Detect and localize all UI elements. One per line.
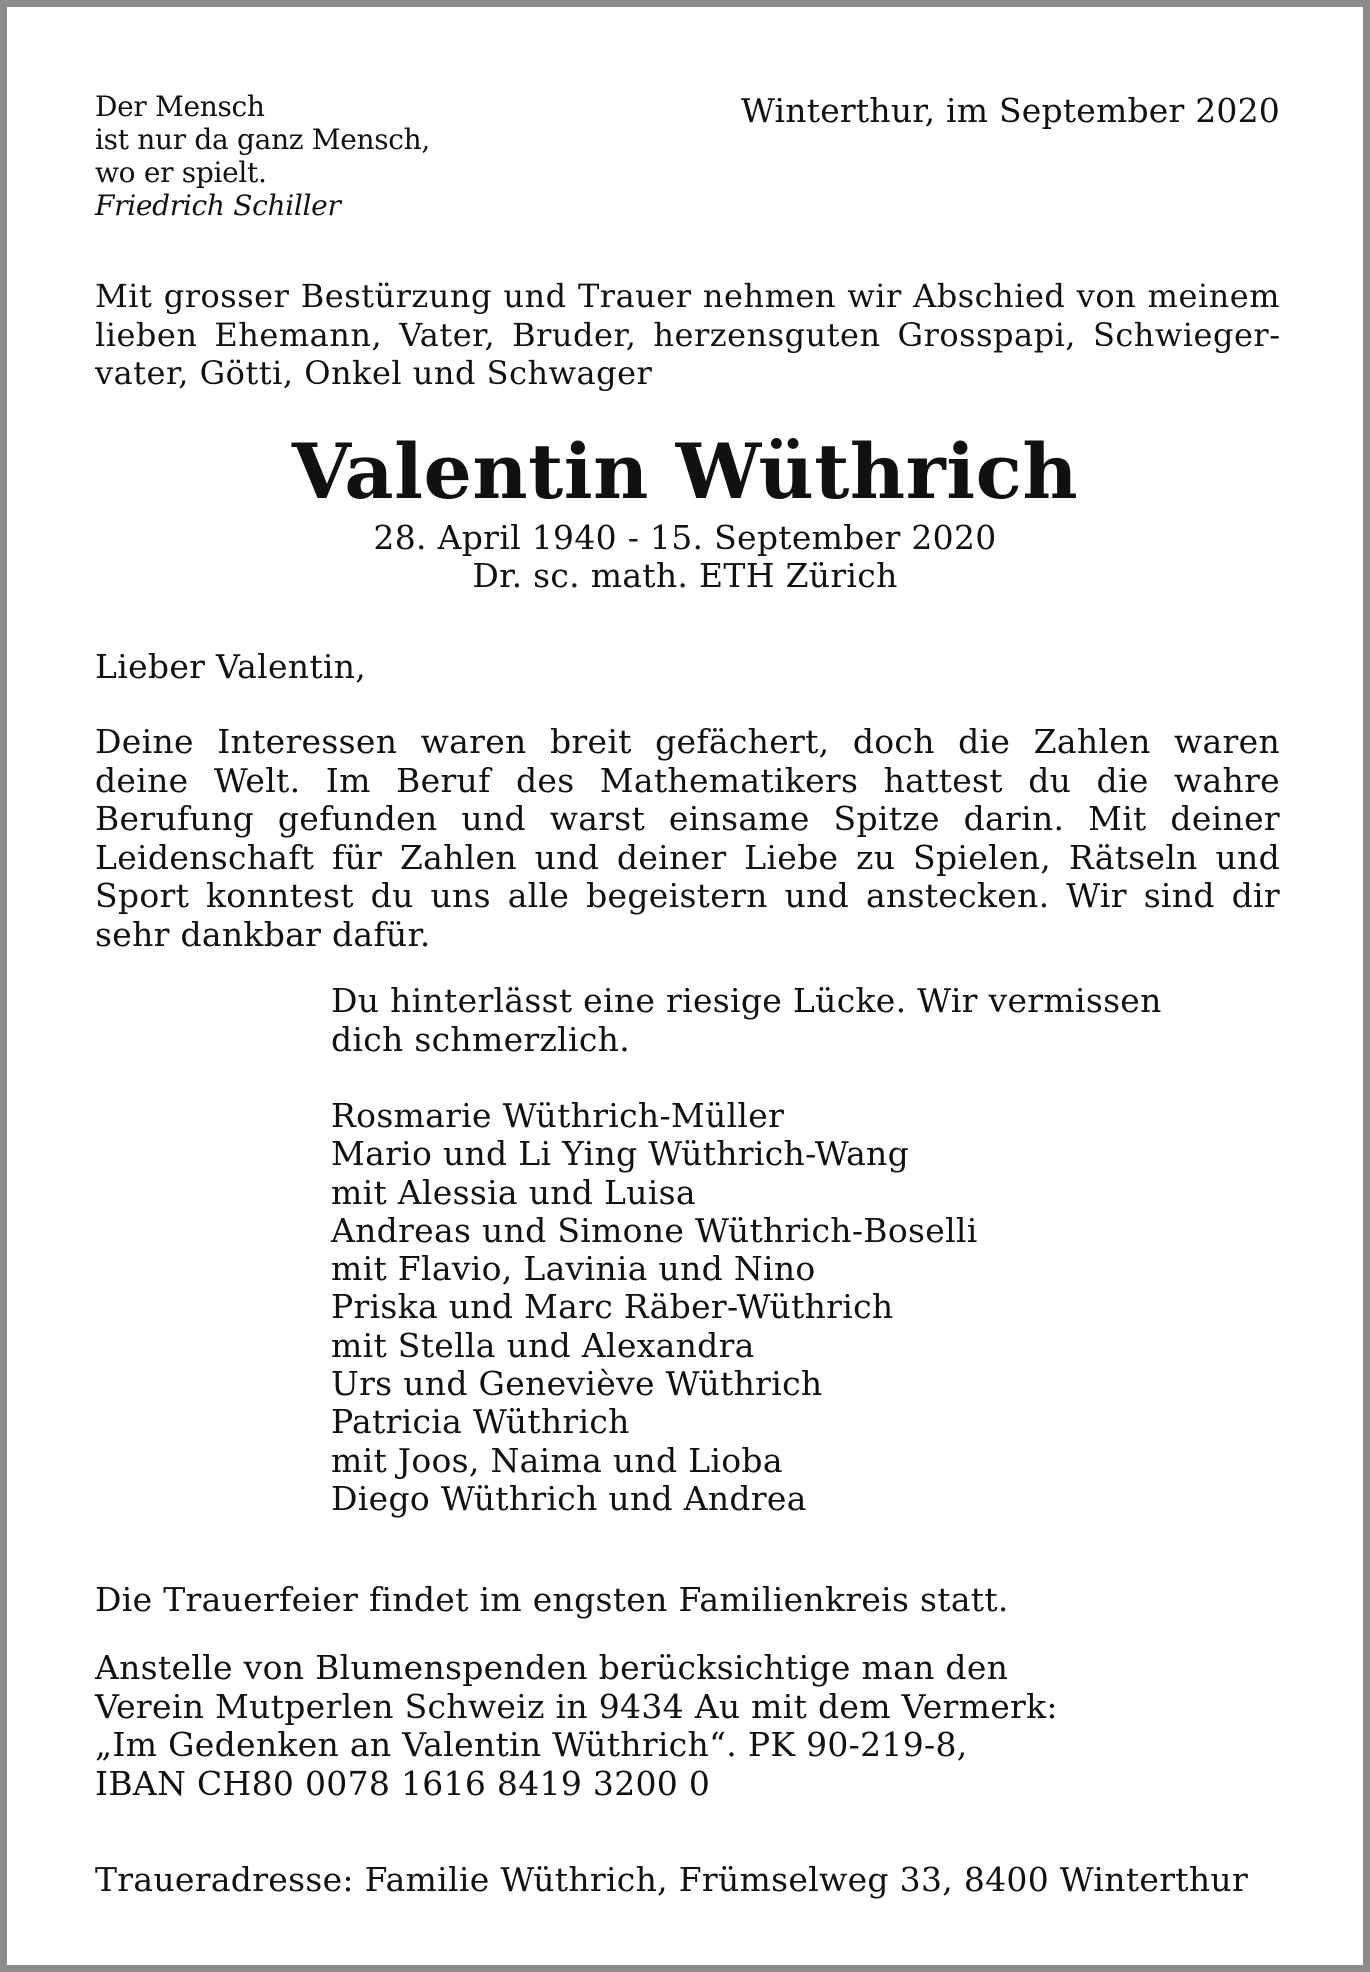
family-member: Diego Wüthrich und Andrea (331, 1478, 807, 1518)
ceremony-note: Die Trauerfeier findet im engsten Familienkreis statt. (95, 1580, 1009, 1619)
family-list (331, 1097, 978, 1518)
family-member: Andreas und Simone Wüthrich-Boselli (331, 1210, 978, 1250)
quote-line: wo er spielt. (95, 156, 267, 189)
family-member: mit Flavio, Lavinia und Nino (331, 1249, 816, 1289)
place-and-date: Winterthur, im September 2020 (741, 91, 1280, 130)
donation-line: Anstelle von Blumenspenden berücksichtige man den (95, 1648, 1009, 1687)
family-member: mit Stella und Alexandra (331, 1325, 755, 1365)
letter-salutation: Lieber Valentin, (95, 647, 367, 686)
mourning-address: Traueradresse: Familie Wüthrich, Frümselweg 33, 8400 Winterthur (95, 1860, 1249, 1899)
schiller-quote (95, 90, 430, 222)
family-member: Priska und Marc Räber-Wüthrich (331, 1287, 894, 1327)
donation-line: „Im Gedenken an Valentin Wüthrich“. PK 90-219-8, (95, 1725, 968, 1764)
letter-body: Deine Interessen waren breit gefächert, doch die Zahlen waren deine Welt. Im Beruf des Mathematikers hattest du die wahre Berufung gefunden und warst einsame Spitze darin. Mit deiner Leidenschaft für Zahlen und deiner Liebe zu Spielen, Rätseln und Sport konntest du uns alle begeistern und anstecken. Wir sind dir sehr dankbar dafür. (95, 722, 1280, 954)
family-member: mit Alessia und Luisa (331, 1172, 696, 1212)
family-member: mit Joos, Naima und Lioba (331, 1440, 783, 1480)
obituary-page (7, 7, 1363, 1965)
academic-title: Dr. sc. math. ETH Zürich (472, 556, 898, 595)
family-member: Mario und Li Ying Wüthrich-Wang (331, 1134, 910, 1174)
donation-line: IBAN CH80 0078 1616 8419 3200 0 (95, 1763, 711, 1803)
quote-line: Der Mensch (95, 90, 265, 123)
quote-line: ist nur da ganz Mensch, (95, 123, 431, 156)
life-dates: 28. April 1940 - 15. September 2020 (373, 518, 997, 557)
quote-author: Friedrich Schiller (95, 189, 341, 222)
family-member: Rosmarie Wüthrich-Müller (331, 1096, 785, 1135)
deceased-name: Valentin Wüthrich (291, 427, 1079, 516)
family-member: Urs und Geneviève Wüthrich (331, 1364, 823, 1404)
family-member: Patricia Wüthrich (331, 1402, 630, 1442)
donation-note (95, 1649, 1058, 1803)
donation-line: Verein Mutperlen Schweiz in 9434 Au mit dem Vermerk: (95, 1686, 1058, 1726)
intro-paragraph: Mit grosser Bestürzung und Trauer nehmen wir Abschied von meinem lieben Ehemann, Vater, Bruder, herzensguten Grosspapi, Schwiegervater, Götti, Onkel und Schwager (95, 277, 1280, 392)
missing-you-text: Du hinterlässt eine riesige Lücke. Wir vermissen dich schmerzlich. (331, 981, 1162, 1059)
